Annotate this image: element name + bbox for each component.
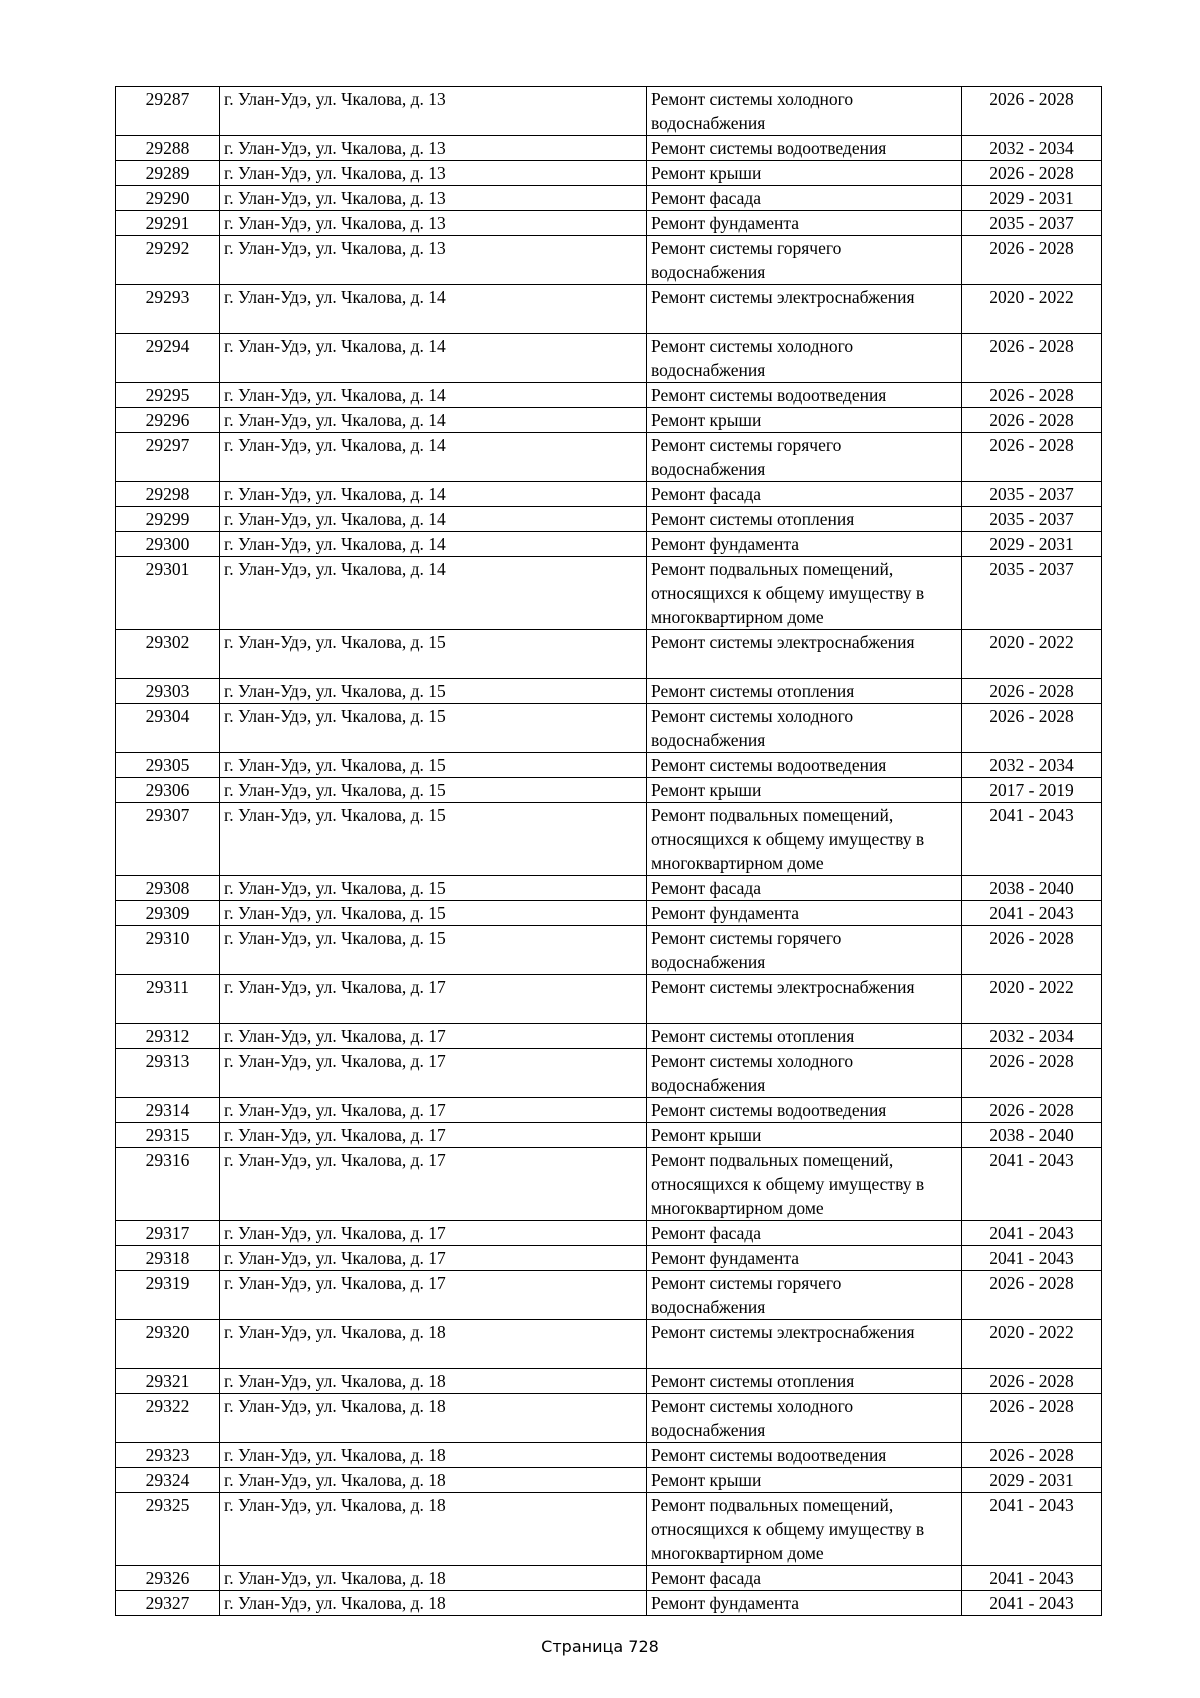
period-cell: 2026 - 2028 xyxy=(962,704,1102,753)
row-id-cell: 29293 xyxy=(116,285,220,334)
row-id-cell: 29307 xyxy=(116,803,220,876)
period-cell: 2026 - 2028 xyxy=(962,1271,1102,1320)
address-cell: г. Улан-Удэ, ул. Чкалова, д. 13 xyxy=(220,87,647,136)
period-cell: 2026 - 2028 xyxy=(962,1098,1102,1123)
address-cell: г. Улан-Удэ, ул. Чкалова, д. 13 xyxy=(220,211,647,236)
address-cell: г. Улан-Удэ, ул. Чкалова, д. 18 xyxy=(220,1394,647,1443)
period-cell: 2020 - 2022 xyxy=(962,630,1102,679)
row-id-cell: 29320 xyxy=(116,1320,220,1369)
table-row xyxy=(116,1148,1102,1221)
work-type-cell: Ремонт подвальных помещений, относящихся к общему имуществу в многоквартирном доме xyxy=(647,1148,962,1221)
period-cell: 2041 - 2043 xyxy=(962,1246,1102,1271)
work-type-cell: Ремонт системы отопления xyxy=(647,1369,962,1394)
period-cell: 2041 - 2043 xyxy=(962,1493,1102,1566)
address-cell: г. Улан-Удэ, ул. Чкалова, д. 14 xyxy=(220,507,647,532)
period-cell: 2032 - 2034 xyxy=(962,136,1102,161)
address-cell: г. Улан-Удэ, ул. Чкалова, д. 17 xyxy=(220,1148,647,1221)
period-cell: 2041 - 2043 xyxy=(962,1566,1102,1591)
address-cell: г. Улан-Удэ, ул. Чкалова, д. 17 xyxy=(220,1049,647,1098)
period-cell: 2029 - 2031 xyxy=(962,532,1102,557)
row-id-cell: 29300 xyxy=(116,532,220,557)
table-row xyxy=(116,1468,1102,1493)
table-row xyxy=(116,1566,1102,1591)
row-id-cell: 29301 xyxy=(116,557,220,630)
row-id-cell: 29290 xyxy=(116,186,220,211)
period-cell: 2026 - 2028 xyxy=(962,679,1102,704)
address-cell: г. Улан-Удэ, ул. Чкалова, д. 17 xyxy=(220,1098,647,1123)
period-cell: 2041 - 2043 xyxy=(962,1591,1102,1616)
work-type-cell: Ремонт крыши xyxy=(647,408,962,433)
table-row xyxy=(116,1320,1102,1369)
address-cell: г. Улан-Удэ, ул. Чкалова, д. 17 xyxy=(220,1024,647,1049)
period-cell: 2035 - 2037 xyxy=(962,507,1102,532)
work-type-cell: Ремонт фундамента xyxy=(647,211,962,236)
address-cell: г. Улан-Удэ, ул. Чкалова, д. 14 xyxy=(220,383,647,408)
table-row xyxy=(116,901,1102,926)
address-cell: г. Улан-Удэ, ул. Чкалова, д. 14 xyxy=(220,334,647,383)
work-type-cell: Ремонт системы горячего водоснабжения xyxy=(647,433,962,482)
work-type-cell: Ремонт фундамента xyxy=(647,901,962,926)
address-cell: г. Улан-Удэ, ул. Чкалова, д. 18 xyxy=(220,1591,647,1616)
period-cell: 2038 - 2040 xyxy=(962,1123,1102,1148)
row-id-cell: 29296 xyxy=(116,408,220,433)
works-table-body xyxy=(116,87,1102,1616)
address-cell: г. Улан-Удэ, ул. Чкалова, д. 14 xyxy=(220,285,647,334)
work-type-cell: Ремонт системы горячего водоснабжения xyxy=(647,236,962,285)
table-row xyxy=(116,161,1102,186)
table-row xyxy=(116,1394,1102,1443)
period-cell: 2026 - 2028 xyxy=(962,1394,1102,1443)
work-type-cell: Ремонт системы отопления xyxy=(647,679,962,704)
period-cell: 2032 - 2034 xyxy=(962,1024,1102,1049)
row-id-cell: 29324 xyxy=(116,1468,220,1493)
table-row xyxy=(116,1493,1102,1566)
row-id-cell: 29312 xyxy=(116,1024,220,1049)
work-type-cell: Ремонт фасада xyxy=(647,876,962,901)
row-id-cell: 29289 xyxy=(116,161,220,186)
work-type-cell: Ремонт системы холодного водоснабжения xyxy=(647,87,962,136)
period-cell: 2020 - 2022 xyxy=(962,975,1102,1024)
work-type-cell: Ремонт системы водоотведения xyxy=(647,753,962,778)
work-type-cell: Ремонт системы водоотведения xyxy=(647,383,962,408)
address-cell: г. Улан-Удэ, ул. Чкалова, д. 17 xyxy=(220,1246,647,1271)
work-type-cell: Ремонт системы холодного водоснабжения xyxy=(647,704,962,753)
address-cell: г. Улан-Удэ, ул. Чкалова, д. 14 xyxy=(220,482,647,507)
row-id-cell: 29318 xyxy=(116,1246,220,1271)
table-row xyxy=(116,87,1102,136)
table-row xyxy=(116,1271,1102,1320)
table-row xyxy=(116,704,1102,753)
address-cell: г. Улан-Удэ, ул. Чкалова, д. 14 xyxy=(220,557,647,630)
address-cell: г. Улан-Удэ, ул. Чкалова, д. 17 xyxy=(220,1221,647,1246)
period-cell: 2026 - 2028 xyxy=(962,433,1102,482)
period-cell: 2026 - 2028 xyxy=(962,334,1102,383)
works-table xyxy=(115,86,1102,1616)
work-type-cell: Ремонт фасада xyxy=(647,1221,962,1246)
work-type-cell: Ремонт крыши xyxy=(647,778,962,803)
table-row xyxy=(116,778,1102,803)
page-number: Страница 728 xyxy=(541,1637,659,1656)
period-cell: 2026 - 2028 xyxy=(962,408,1102,433)
row-id-cell: 29316 xyxy=(116,1148,220,1221)
work-type-cell: Ремонт фундамента xyxy=(647,1246,962,1271)
table-row xyxy=(116,876,1102,901)
table-row xyxy=(116,753,1102,778)
work-type-cell: Ремонт системы водоотведения xyxy=(647,1443,962,1468)
period-cell: 2029 - 2031 xyxy=(962,186,1102,211)
address-cell: г. Улан-Удэ, ул. Чкалова, д. 15 xyxy=(220,778,647,803)
row-id-cell: 29327 xyxy=(116,1591,220,1616)
table-row xyxy=(116,285,1102,334)
table-row xyxy=(116,557,1102,630)
row-id-cell: 29303 xyxy=(116,679,220,704)
address-cell: г. Улан-Удэ, ул. Чкалова, д. 17 xyxy=(220,1271,647,1320)
row-id-cell: 29288 xyxy=(116,136,220,161)
table-row xyxy=(116,926,1102,975)
table-row xyxy=(116,136,1102,161)
work-type-cell: Ремонт системы электроснабжения xyxy=(647,975,962,1024)
table-row xyxy=(116,1123,1102,1148)
table-row xyxy=(116,1369,1102,1394)
table-row xyxy=(116,1221,1102,1246)
row-id-cell: 29302 xyxy=(116,630,220,679)
period-cell: 2035 - 2037 xyxy=(962,211,1102,236)
work-type-cell: Ремонт системы водоотведения xyxy=(647,136,962,161)
period-cell: 2017 - 2019 xyxy=(962,778,1102,803)
address-cell: г. Улан-Удэ, ул. Чкалова, д. 13 xyxy=(220,236,647,285)
work-type-cell: Ремонт крыши xyxy=(647,161,962,186)
row-id-cell: 29304 xyxy=(116,704,220,753)
address-cell: г. Улан-Удэ, ул. Чкалова, д. 15 xyxy=(220,704,647,753)
table-row xyxy=(116,1049,1102,1098)
table-row xyxy=(116,186,1102,211)
table-row xyxy=(116,1443,1102,1468)
period-cell: 2029 - 2031 xyxy=(962,1468,1102,1493)
period-cell: 2041 - 2043 xyxy=(962,1148,1102,1221)
work-type-cell: Ремонт фундамента xyxy=(647,1591,962,1616)
row-id-cell: 29323 xyxy=(116,1443,220,1468)
work-type-cell: Ремонт системы холодного водоснабжения xyxy=(647,1049,962,1098)
period-cell: 2026 - 2028 xyxy=(962,926,1102,975)
work-type-cell: Ремонт системы электроснабжения xyxy=(647,285,962,334)
address-cell: г. Улан-Удэ, ул. Чкалова, д. 15 xyxy=(220,876,647,901)
address-cell: г. Улан-Удэ, ул. Чкалова, д. 18 xyxy=(220,1566,647,1591)
period-cell: 2041 - 2043 xyxy=(962,1221,1102,1246)
table-row xyxy=(116,482,1102,507)
period-cell: 2026 - 2028 xyxy=(962,1369,1102,1394)
table-row xyxy=(116,408,1102,433)
address-cell: г. Улан-Удэ, ул. Чкалова, д. 17 xyxy=(220,975,647,1024)
period-cell: 2026 - 2028 xyxy=(962,161,1102,186)
period-cell: 2032 - 2034 xyxy=(962,753,1102,778)
table-row xyxy=(116,630,1102,679)
address-cell: г. Улан-Удэ, ул. Чкалова, д. 18 xyxy=(220,1443,647,1468)
work-type-cell: Ремонт системы холодного водоснабжения xyxy=(647,1394,962,1443)
work-type-cell: Ремонт системы электроснабжения xyxy=(647,630,962,679)
row-id-cell: 29306 xyxy=(116,778,220,803)
table-row xyxy=(116,236,1102,285)
row-id-cell: 29322 xyxy=(116,1394,220,1443)
period-cell: 2041 - 2043 xyxy=(962,803,1102,876)
work-type-cell: Ремонт системы электроснабжения xyxy=(647,1320,962,1369)
address-cell: г. Улан-Удэ, ул. Чкалова, д. 14 xyxy=(220,433,647,482)
address-cell: г. Улан-Удэ, ул. Чкалова, д. 18 xyxy=(220,1468,647,1493)
table-row xyxy=(116,383,1102,408)
period-cell: 2035 - 2037 xyxy=(962,557,1102,630)
table-row xyxy=(116,679,1102,704)
work-type-cell: Ремонт фасада xyxy=(647,186,962,211)
work-type-cell: Ремонт системы горячего водоснабжения xyxy=(647,1271,962,1320)
table-row xyxy=(116,1246,1102,1271)
work-type-cell: Ремонт системы горячего водоснабжения xyxy=(647,926,962,975)
row-id-cell: 29325 xyxy=(116,1493,220,1566)
address-cell: г. Улан-Удэ, ул. Чкалова, д. 13 xyxy=(220,136,647,161)
table-row xyxy=(116,803,1102,876)
period-cell: 2026 - 2028 xyxy=(962,236,1102,285)
work-type-cell: Ремонт подвальных помещений, относящихся к общему имуществу в многоквартирном доме xyxy=(647,803,962,876)
row-id-cell: 29313 xyxy=(116,1049,220,1098)
address-cell: г. Улан-Удэ, ул. Чкалова, д. 17 xyxy=(220,1123,647,1148)
address-cell: г. Улан-Удэ, ул. Чкалова, д. 13 xyxy=(220,186,647,211)
row-id-cell: 29299 xyxy=(116,507,220,532)
period-cell: 2026 - 2028 xyxy=(962,1049,1102,1098)
period-cell: 2035 - 2037 xyxy=(962,482,1102,507)
period-cell: 2020 - 2022 xyxy=(962,285,1102,334)
table-row xyxy=(116,211,1102,236)
row-id-cell: 29317 xyxy=(116,1221,220,1246)
table-row xyxy=(116,334,1102,383)
address-cell: г. Улан-Удэ, ул. Чкалова, д. 15 xyxy=(220,926,647,975)
period-cell: 2026 - 2028 xyxy=(962,87,1102,136)
work-type-cell: Ремонт фасада xyxy=(647,1566,962,1591)
row-id-cell: 29294 xyxy=(116,334,220,383)
row-id-cell: 29291 xyxy=(116,211,220,236)
address-cell: г. Улан-Удэ, ул. Чкалова, д. 14 xyxy=(220,408,647,433)
row-id-cell: 29292 xyxy=(116,236,220,285)
period-cell: 2026 - 2028 xyxy=(962,1443,1102,1468)
table-row xyxy=(116,975,1102,1024)
table-row xyxy=(116,1591,1102,1616)
period-cell: 2041 - 2043 xyxy=(962,901,1102,926)
period-cell: 2038 - 2040 xyxy=(962,876,1102,901)
work-type-cell: Ремонт крыши xyxy=(647,1123,962,1148)
row-id-cell: 29309 xyxy=(116,901,220,926)
row-id-cell: 29305 xyxy=(116,753,220,778)
address-cell: г. Улан-Удэ, ул. Чкалова, д. 15 xyxy=(220,630,647,679)
address-cell: г. Улан-Удэ, ул. Чкалова, д. 18 xyxy=(220,1493,647,1566)
address-cell: г. Улан-Удэ, ул. Чкалова, д. 15 xyxy=(220,753,647,778)
work-type-cell: Ремонт системы отопления xyxy=(647,1024,962,1049)
work-type-cell: Ремонт крыши xyxy=(647,1468,962,1493)
table-row xyxy=(116,1024,1102,1049)
table-row xyxy=(116,507,1102,532)
period-cell: 2026 - 2028 xyxy=(962,383,1102,408)
table-row xyxy=(116,1098,1102,1123)
row-id-cell: 29297 xyxy=(116,433,220,482)
address-cell: г. Улан-Удэ, ул. Чкалова, д. 13 xyxy=(220,161,647,186)
address-cell: г. Улан-Удэ, ул. Чкалова, д. 18 xyxy=(220,1320,647,1369)
work-type-cell: Ремонт подвальных помещений, относящихся к общему имуществу в многоквартирном доме xyxy=(647,557,962,630)
table-row xyxy=(116,433,1102,482)
work-type-cell: Ремонт подвальных помещений, относящихся к общему имуществу в многоквартирном доме xyxy=(647,1493,962,1566)
work-type-cell: Ремонт системы холодного водоснабжения xyxy=(647,334,962,383)
row-id-cell: 29298 xyxy=(116,482,220,507)
address-cell: г. Улан-Удэ, ул. Чкалова, д. 18 xyxy=(220,1369,647,1394)
work-type-cell: Ремонт системы водоотведения xyxy=(647,1098,962,1123)
address-cell: г. Улан-Удэ, ул. Чкалова, д. 15 xyxy=(220,679,647,704)
row-id-cell: 29315 xyxy=(116,1123,220,1148)
address-cell: г. Улан-Удэ, ул. Чкалова, д. 15 xyxy=(220,803,647,876)
row-id-cell: 29326 xyxy=(116,1566,220,1591)
row-id-cell: 29295 xyxy=(116,383,220,408)
row-id-cell: 29287 xyxy=(116,87,220,136)
row-id-cell: 29319 xyxy=(116,1271,220,1320)
row-id-cell: 29310 xyxy=(116,926,220,975)
table-row xyxy=(116,532,1102,557)
work-type-cell: Ремонт системы отопления xyxy=(647,507,962,532)
row-id-cell: 29321 xyxy=(116,1369,220,1394)
address-cell: г. Улан-Удэ, ул. Чкалова, д. 14 xyxy=(220,532,647,557)
address-cell: г. Улан-Удэ, ул. Чкалова, д. 15 xyxy=(220,901,647,926)
work-type-cell: Ремонт фундамента xyxy=(647,532,962,557)
row-id-cell: 29311 xyxy=(116,975,220,1024)
work-type-cell: Ремонт фасада xyxy=(647,482,962,507)
period-cell: 2020 - 2022 xyxy=(962,1320,1102,1369)
row-id-cell: 29308 xyxy=(116,876,220,901)
row-id-cell: 29314 xyxy=(116,1098,220,1123)
